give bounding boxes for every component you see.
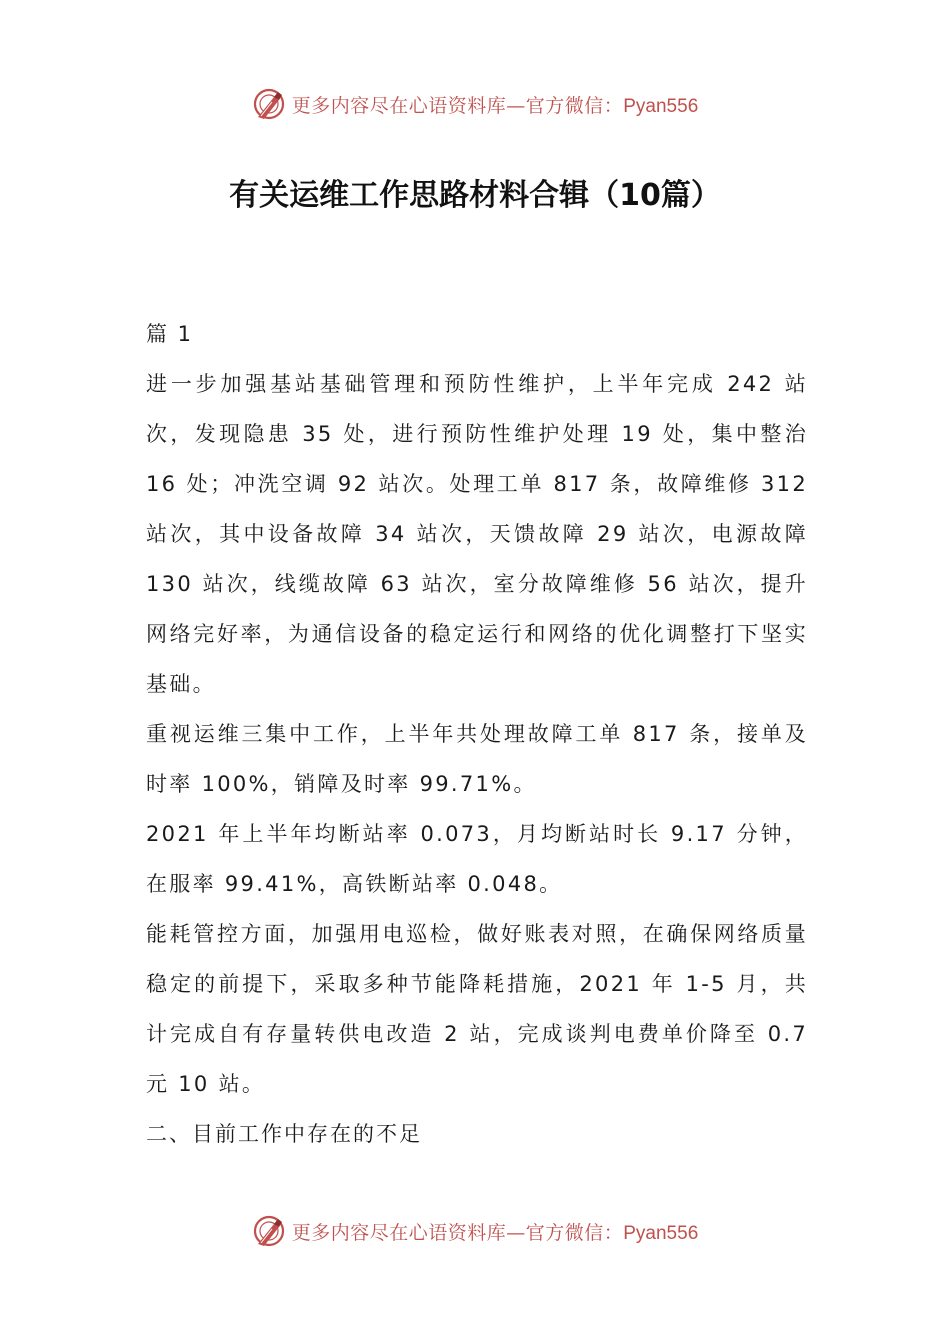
paragraph-outage-rate: 2021 年上半年均断站率 0.073，月均断站时长 9.17 分钟，在服率 99.41%，高铁断站率 0.048。 <box>146 822 808 896</box>
section-heading-1: 篇 1 <box>146 322 194 346</box>
header-watermark <box>0 84 950 124</box>
watermark-id: Pyan556 <box>623 1222 699 1244</box>
section-heading-2: 二、目前工作中存在的不足 <box>146 1122 422 1146</box>
pen-nib-logo-icon <box>252 1214 286 1248</box>
watermark-text: 更多内容尽在心语资料库—官方微信：Pyan556 <box>291 1221 699 1244</box>
footer-watermark <box>0 1211 950 1251</box>
watermark-text: 更多内容尽在心语资料库—官方微信：Pyan556 <box>291 94 699 117</box>
document-body <box>146 309 808 1159</box>
document-title: 有关运维工作思路材料合辑（10篇） <box>229 178 721 213</box>
pen-nib-logo-icon <box>252 87 286 121</box>
paragraph-maintenance: 进一步加强基站基础管理和预防性维护，上半年完成 242 站次，发现隐患 35 处，进行预防性维护处理 19 处，集中整治 16 处；冲洗空调 92 站次。处理工单 817 条，故障维修 312 站次，其中设备故障 34 站次，天馈故障 29 站次，电源故障 130 站次，线缆故障 63 站次，室分故障维修 56 站次，提升网络完好率，为通信设备的稳定运行和网络的优化调整打下坚实基础。 <box>146 372 808 696</box>
watermark-id: Pyan556 <box>623 95 699 117</box>
paragraph-energy-control: 能耗管控方面，加强用电巡检，做好账表对照，在确保网络质量稳定的前提下，采取多种节能降耗措施，2021 年 1-5 月，共计完成自有存量转供电改造 2 站，完成谈判电费单价降至 0.7 元 10 站。 <box>146 922 808 1096</box>
paragraph-ticket-handling: 重视运维三集中工作，上半年共处理故障工单 817 条，接单及时率 100%，销障及时率 99.71%。 <box>146 722 808 796</box>
